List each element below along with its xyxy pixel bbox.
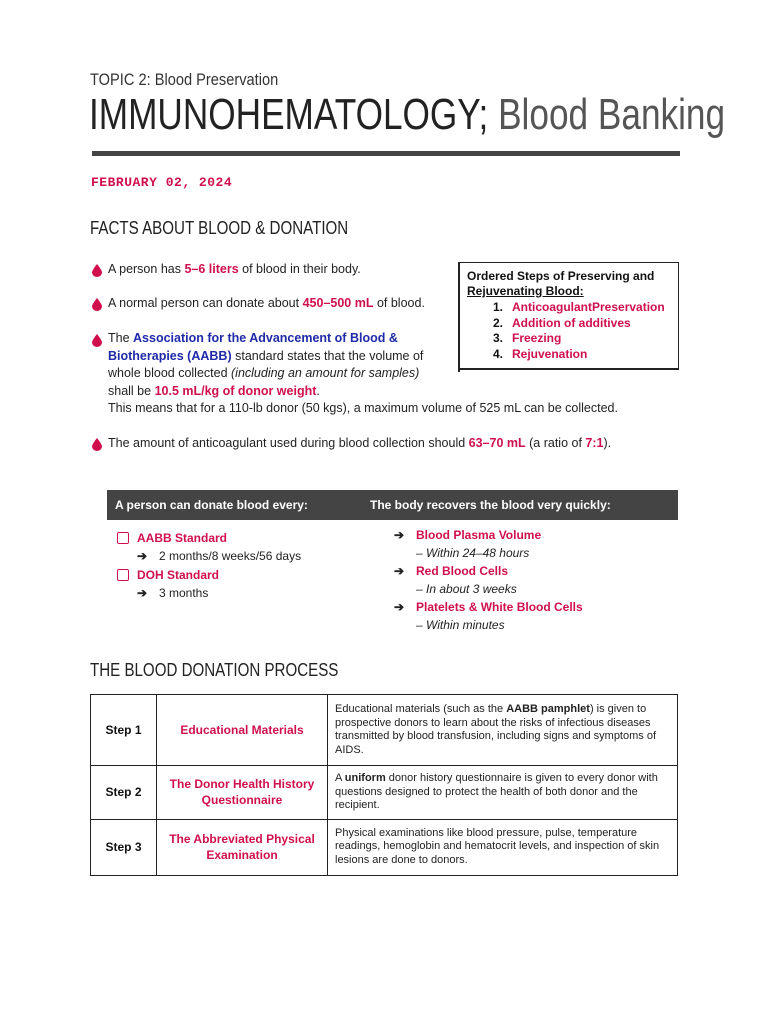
fact-blood-volume: A person has 5–6 liters of blood in their body. bbox=[108, 262, 361, 276]
step-number: Step 1 bbox=[91, 695, 157, 766]
list-item: ➔ Blood Plasma Volume bbox=[394, 528, 542, 542]
blood-drop-icon bbox=[92, 334, 102, 347]
fact-aabb-standard: The Association for the Advancement of Blood & Biotherapies (AABB) standard states that the volume of whole blood collected (including an amount for samples) shall be 10.5 mL/kg of donor weight. bbox=[108, 331, 424, 398]
blood-drop-icon bbox=[92, 438, 102, 451]
topic-label: TOPIC 2: Blood Preservation bbox=[90, 70, 279, 89]
fact-donation-amount: A normal person can donate about 450–500 mL of blood. bbox=[108, 296, 425, 310]
col2-header: The body recovers the blood very quickly: bbox=[370, 498, 611, 512]
checkbox[interactable] bbox=[117, 532, 129, 544]
list-item: 4. Rejuvenation bbox=[492, 346, 588, 361]
table-row bbox=[91, 819, 678, 875]
list-item: 1. AnticoagulantPreservation bbox=[492, 300, 665, 314]
list-item: ➔ Red Blood Cells bbox=[394, 564, 509, 578]
arrow-right-icon: ➔ bbox=[394, 600, 405, 614]
fact-aabb-example: This means that for a 110-lb donor (50 kgs), a maximum volume of 525 mL can be collected. bbox=[108, 401, 618, 415]
steps-list bbox=[467, 300, 678, 362]
step-description: Physical examinations like blood pressure, pulse, temperature readings, hemoglobin and hematocrit levels, and inspection of skin lesions are done to donors. bbox=[328, 819, 678, 875]
step-name: Educational Materials bbox=[157, 695, 328, 766]
list-item: – Within 24–48 hours bbox=[416, 546, 530, 560]
list-item: 2. Addition of additives bbox=[492, 315, 631, 330]
table-row bbox=[91, 766, 678, 820]
arrow-right-icon: ➔ bbox=[137, 586, 148, 600]
preservation-steps-box bbox=[460, 262, 679, 370]
col1-header: A person can donate blood every: bbox=[115, 498, 308, 512]
list-item: AABB Standard bbox=[117, 529, 301, 547]
step-description: Educational materials (such as the AABB pamphlet) is given to prospective donors to learn about the risks of infectious diseases transmitted by blood transfusion, including signs and symptoms of AIDS. bbox=[328, 695, 678, 766]
list-item: ➔ 2 months/8 weeks/56 days bbox=[137, 549, 302, 563]
list-item: ➔ 3 months bbox=[137, 586, 209, 600]
step-name: The Abbreviated Physical Examination bbox=[157, 819, 328, 875]
list-item: 3. Freezing bbox=[492, 331, 562, 345]
process-heading: THE BLOOD DONATION PROCESS bbox=[90, 660, 339, 680]
blood-drop-icon bbox=[92, 298, 102, 311]
donate-frequency-list bbox=[117, 529, 301, 602]
aabb-org-name: Association for the Advancement of Blood & Biotherapies (AABB) bbox=[108, 331, 398, 363]
step-description: A uniform donor history questionnaire is given to every donor with questions designed to protect the health of both donor and the recipient. bbox=[328, 766, 678, 820]
title-divider bbox=[92, 151, 680, 156]
title-sub: Blood Banking bbox=[498, 90, 726, 139]
list-item: ➔ Platelets & White Blood Cells bbox=[394, 600, 583, 614]
arrow-right-icon: ➔ bbox=[394, 564, 405, 578]
step-number: Step 3 bbox=[91, 819, 157, 875]
list-item: – Within minutes bbox=[416, 618, 505, 632]
blood-drop-icon bbox=[92, 264, 102, 277]
page-title bbox=[89, 88, 725, 142]
list-item: DOH Standard bbox=[117, 566, 301, 584]
arrow-right-icon: ➔ bbox=[137, 549, 148, 563]
step-number: Step 2 bbox=[91, 766, 157, 820]
donation-process-table bbox=[90, 694, 678, 876]
list-item: – In about 3 weeks bbox=[416, 582, 517, 596]
table-row bbox=[91, 695, 678, 766]
step-name: The Donor Health History Questionnaire bbox=[157, 766, 328, 820]
donation-table-header bbox=[107, 490, 678, 520]
date-label: FEBRUARY 02, 2024 bbox=[91, 175, 233, 190]
title-main: IMMUNOHEMATOLOGY; bbox=[89, 90, 489, 139]
checkbox[interactable] bbox=[117, 569, 129, 581]
recovery-list bbox=[394, 526, 583, 634]
fact-anticoagulant: The amount of anticoagulant used during blood collection should 63–70 mL (a ratio of 7:1). bbox=[108, 436, 612, 450]
arrow-right-icon: ➔ bbox=[394, 528, 405, 542]
steps-box-title: Ordered Steps of Preserving and Rejuvenating Blood: bbox=[467, 269, 655, 298]
facts-heading: FACTS ABOUT BLOOD & DONATION bbox=[90, 218, 349, 238]
